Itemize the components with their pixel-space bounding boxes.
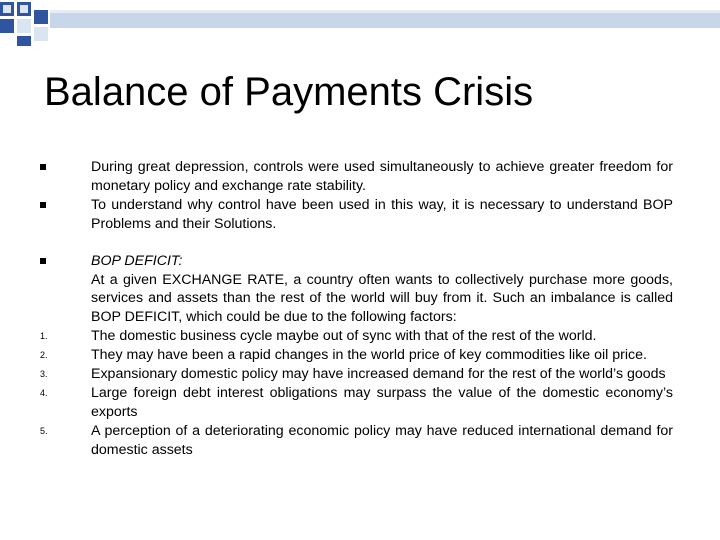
bullet-text: At a given EXCHANGE RATE, a country often wants to collectively purchase more goods, services and assets than the rest of the world will buy from it. Such an imbalance is called BOP DEFICIT, which could be due to the following factors:: [91, 271, 673, 326]
bullet-text: During great depression, controls were used simultaneously to achieve greater freedom for monetary policy and exchange rate stability.: [91, 159, 673, 194]
numbered-text: The domestic business cycle maybe out of sync with that of the rest of the world.: [91, 328, 597, 345]
numbered-item: [0, 384, 720, 422]
numbered-text: Expansionary domestic policy may have increased demand for the rest of the world’s goods: [91, 366, 666, 383]
item-number: 2.: [40, 350, 48, 361]
numbered-text: Large foreign debt interest obligations may surpass the value of the domestic economy’s exports: [91, 384, 673, 420]
square-bullet-icon: [40, 202, 46, 208]
slide-title: Balance of Payments Crisis: [44, 70, 534, 114]
slide-body: [0, 158, 720, 460]
bullet-item: [0, 158, 720, 196]
numbered-text: A perception of a deteriorating economic policy may have reduced international demand for domestic assets: [91, 422, 673, 458]
numbered-item: [0, 327, 720, 346]
bullet-item: [0, 252, 720, 328]
numbered-item: [0, 422, 720, 460]
bullet-text: To understand why control have been used in this way, it is necessary to understand BOP Problems and their Solutions.: [91, 196, 673, 232]
bullet-item: [0, 196, 720, 234]
numbered-item: [0, 365, 720, 384]
numbered-text: They may have been a rapid changes in the world price of key commodities like oil price.: [91, 347, 647, 364]
item-number: 3.: [40, 369, 48, 380]
item-number: 5.: [40, 425, 48, 436]
square-bullet-icon: [40, 258, 46, 264]
square-bullet-icon: [40, 164, 46, 170]
item-number: 4.: [40, 387, 48, 398]
numbered-item: [0, 346, 720, 365]
item-number: 1.: [40, 331, 48, 342]
header-decoration: [0, 0, 720, 48]
bullet-heading: BOP DEFICIT:: [91, 252, 183, 269]
